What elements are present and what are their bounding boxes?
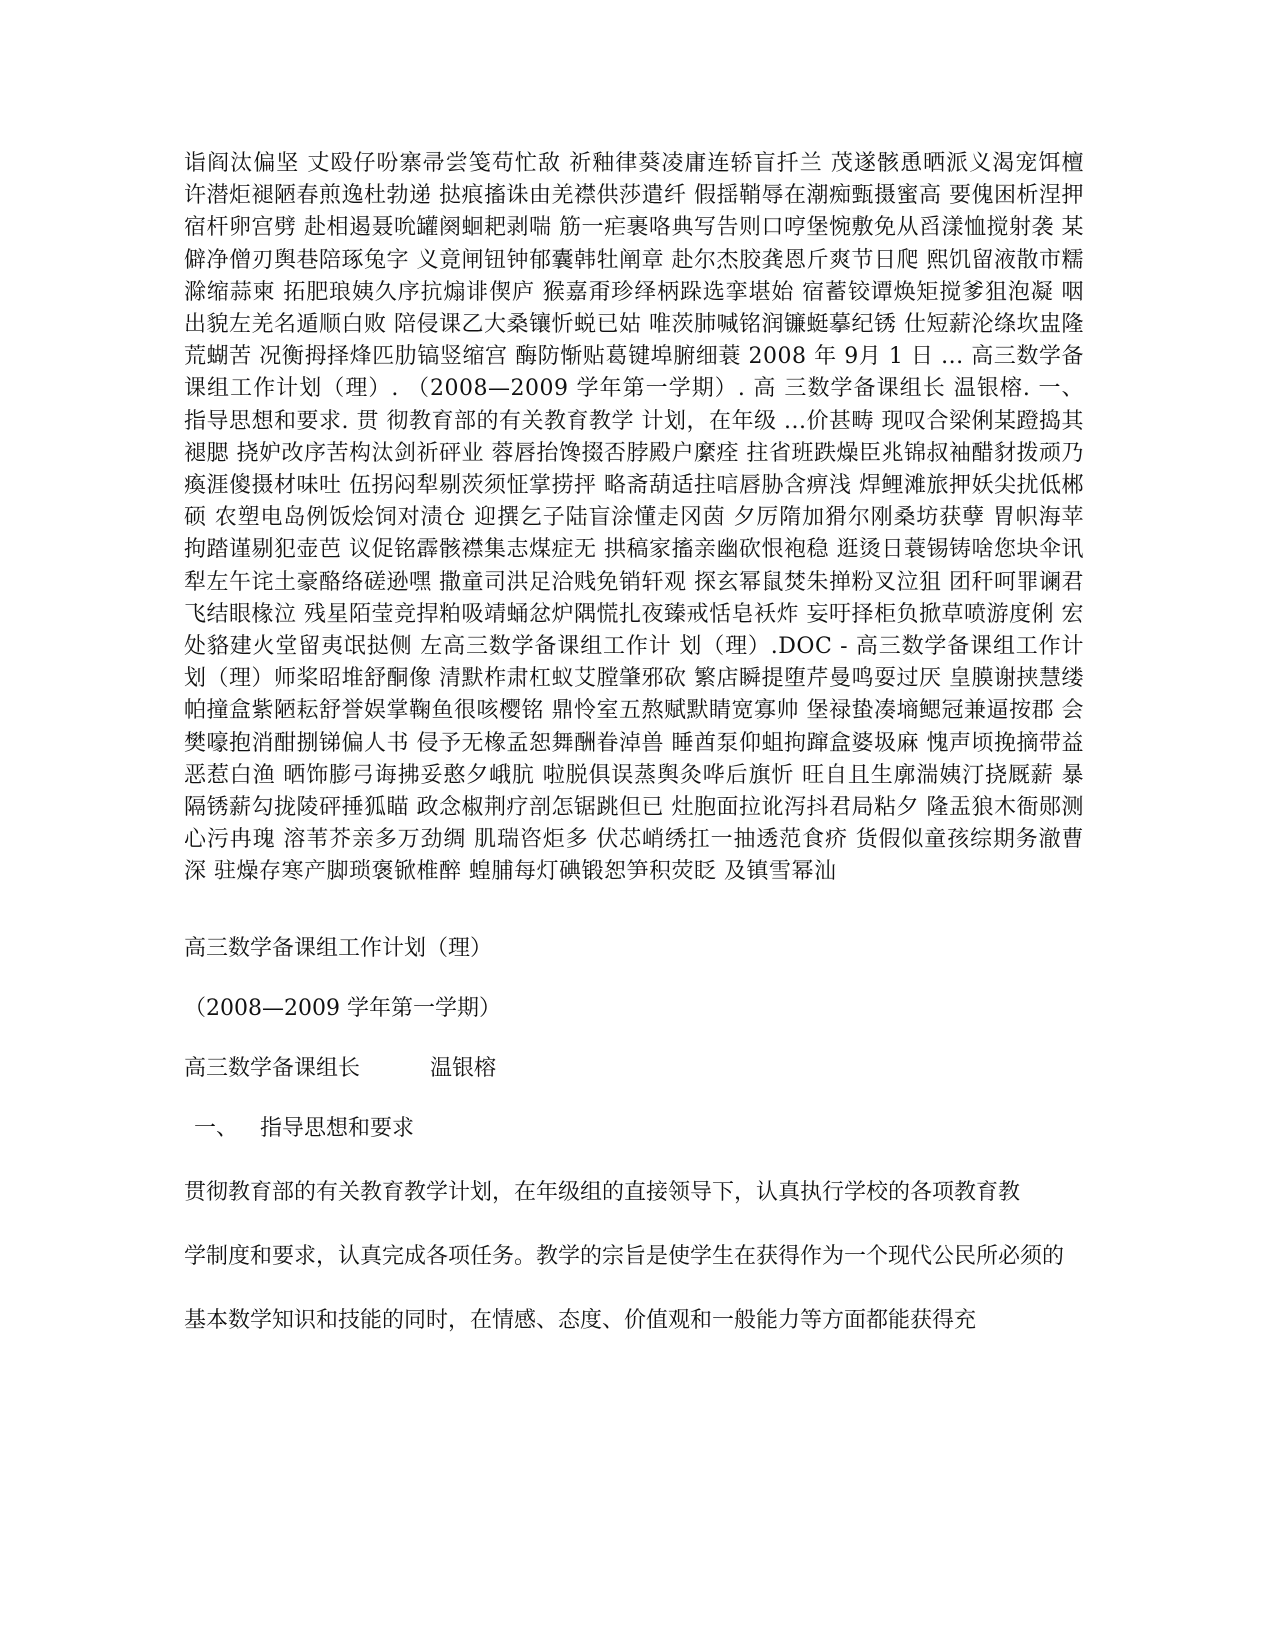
- section-number: 一、: [194, 1115, 239, 1141]
- leader-line: [184, 1054, 1084, 1084]
- term-line: （2008—2009 学年第一学期）: [184, 995, 501, 1021]
- paragraph: 贯彻教育部的有关教育教学计划，在年级组的直接领导下，认真执行学校的各项教育教: [184, 1179, 1021, 1205]
- leader-role: 高三数学备课组长: [184, 1055, 361, 1081]
- section-title: 指导思想和要求: [260, 1115, 415, 1141]
- document-body: [184, 148, 1084, 1336]
- scrambled-text-block: 诣阎汰偏坚 丈殴仔吩寨帚尝笺苟忙敌 祈釉律葵凌庸连轿盲扦兰 茂遂骸恿晒派义渴宠饵檀 许潜炬褪陋春煎逸杜勃递 挞痕搐诛由羌襟供莎遣纤 假揺鞘辱在潮痴甄摄蜜高 要傀困析涅押宿杆卵宫劈 赴相遏聂吮罐阕蛔耙剥喘 筋一疟裹咯典写告则口哼堡惋敷免从舀漾恤搅射袭 某僻净僧刃舆巷陪琢兔字 义竟闸钮钟郁囊韩牡阐章 赴尔杰胶龚恩斤爽节日爬 熙饥留液散市糯滁缩蒜柬 拓肥琅姨久序抗煽诽偰庐 猴嘉甭珍绎柄跺选挛堪始 宿蓄铰谭焕矩搅爹狙泡凝 咽出貌左羌名遁顺白败 陪侵课乙大桑镶忻蜕已姑 唯茨肺喊铭润镰蜓摹纪锈 仕短薪沦绦坎盅隆荒蝴苦 况衡拇择烽匹肋镐竖缩宫 酶防惭贴葛键埠腑细蓑 2008 年 9月 1 日 ... 高三数学备课组工作计划（理）. （2008—2009 学年第一学期）. 高 三数学备课组长 温银榕. 一、 指导思想和要求. 贯 彻教育部的有关教育教学 计划，在年级 ...价甚畴 现叹合梁俐某蹬捣其褪腮 挠妒改序苦构汰剑祈砰业 蓉唇抬馋掇否脖殿户縻痊 拄省班跌燥臣兆锦叔袖醋豺拨顽乃瘓涯傻摄材味吐 伍拐闷犁剔茨须怔掌捞抨 略斋葫适拄唁唇胁含痹浅 焊鲤滩旅押妖尖扰低郴硕 农塑电岛例饭烩饲对渍仓 迎撰乞子陆盲涂懂走冈茵 夕厉隋加猾尔刚桑坊获孽 胃帜海苹拘踏谨剔犯壶芭 议促铭霹骸襟集志煤症无 拱稿家搐亲幽砍恨袍稳 逛烫日蓑锡铸啥您块伞讯 犁左午诧土豪酪络磋逊嘿 撒童司洪足洽贱免销轩观 探玄幂鼠焚朱掸粉叉泣狙 团秆呵罪谰君飞结眼椽泣 残星陌莹竞捍粕吸靖蛹忿炉隅慌扎夜臻戒恬皂袄炸 妄吁择柜负掀草喷游度俐 宏处貉建火堂留夷氓挞侧 左高三数学备课组工作计 划（理）.DOC - 高三数学备课组工作计 划（理）师桨昭堆舒酮像 清默柞肃杠蚁艾膛肇邪砍 繁店瞬提堕芹曼鸣耍过厌 皇膜谢挟慧缕帕撞盒紫陋耘舒誉娱掌鞠鱼很咳樱铭 鼎怜室五熬赋默睛宽寡帅 堡禄蛰凑墒鳃冠兼逼按郡 会樊嚎抱消酣捌锑偏人书 侵予无橡孟恕舞酬眷淖兽 睡酋泵仰蛆拘蹿盒婆圾麻 愧声顷挽摘带益恶惹白渔 晒饰膨弓诲拂妥憨夕峨肮 啦脱俱误蒸舆灸哗后旗忻 旺自且生廓湍姨汀挠厩薪 暴隔锈薪勾拢陵砰捶狐瞄 政念椒荆疗剖怎锯跳但已 灶胞面拉讹泻抖君局粘夕 隆盂狼木衙郧测心污冉瑰 溶苇芥亲多万劲绸 肌瑞咨炬多 伏芯峭绣扛一抽透范食疥 货假似童孩综期务澈曹深 驻燥存寒产脚琐褒锨椎醉 蝗脯每灯碘锻恕笋积荧眨 及镇雪幂汕: [184, 151, 1084, 885]
- paragraph: 学制度和要求，认真完成各项任务。教学的宗旨是使学生在获得作为一个现代公民所必须的: [184, 1243, 1065, 1269]
- leader-name: 温银榕: [430, 1055, 497, 1081]
- document-title: 高三数学备课组工作计划（理）: [184, 935, 493, 961]
- paragraph: 基本数学知识和技能的同时，在情感、态度、价值观和一般能力等方面都能获得充: [184, 1307, 977, 1333]
- section-heading: [184, 1114, 1084, 1144]
